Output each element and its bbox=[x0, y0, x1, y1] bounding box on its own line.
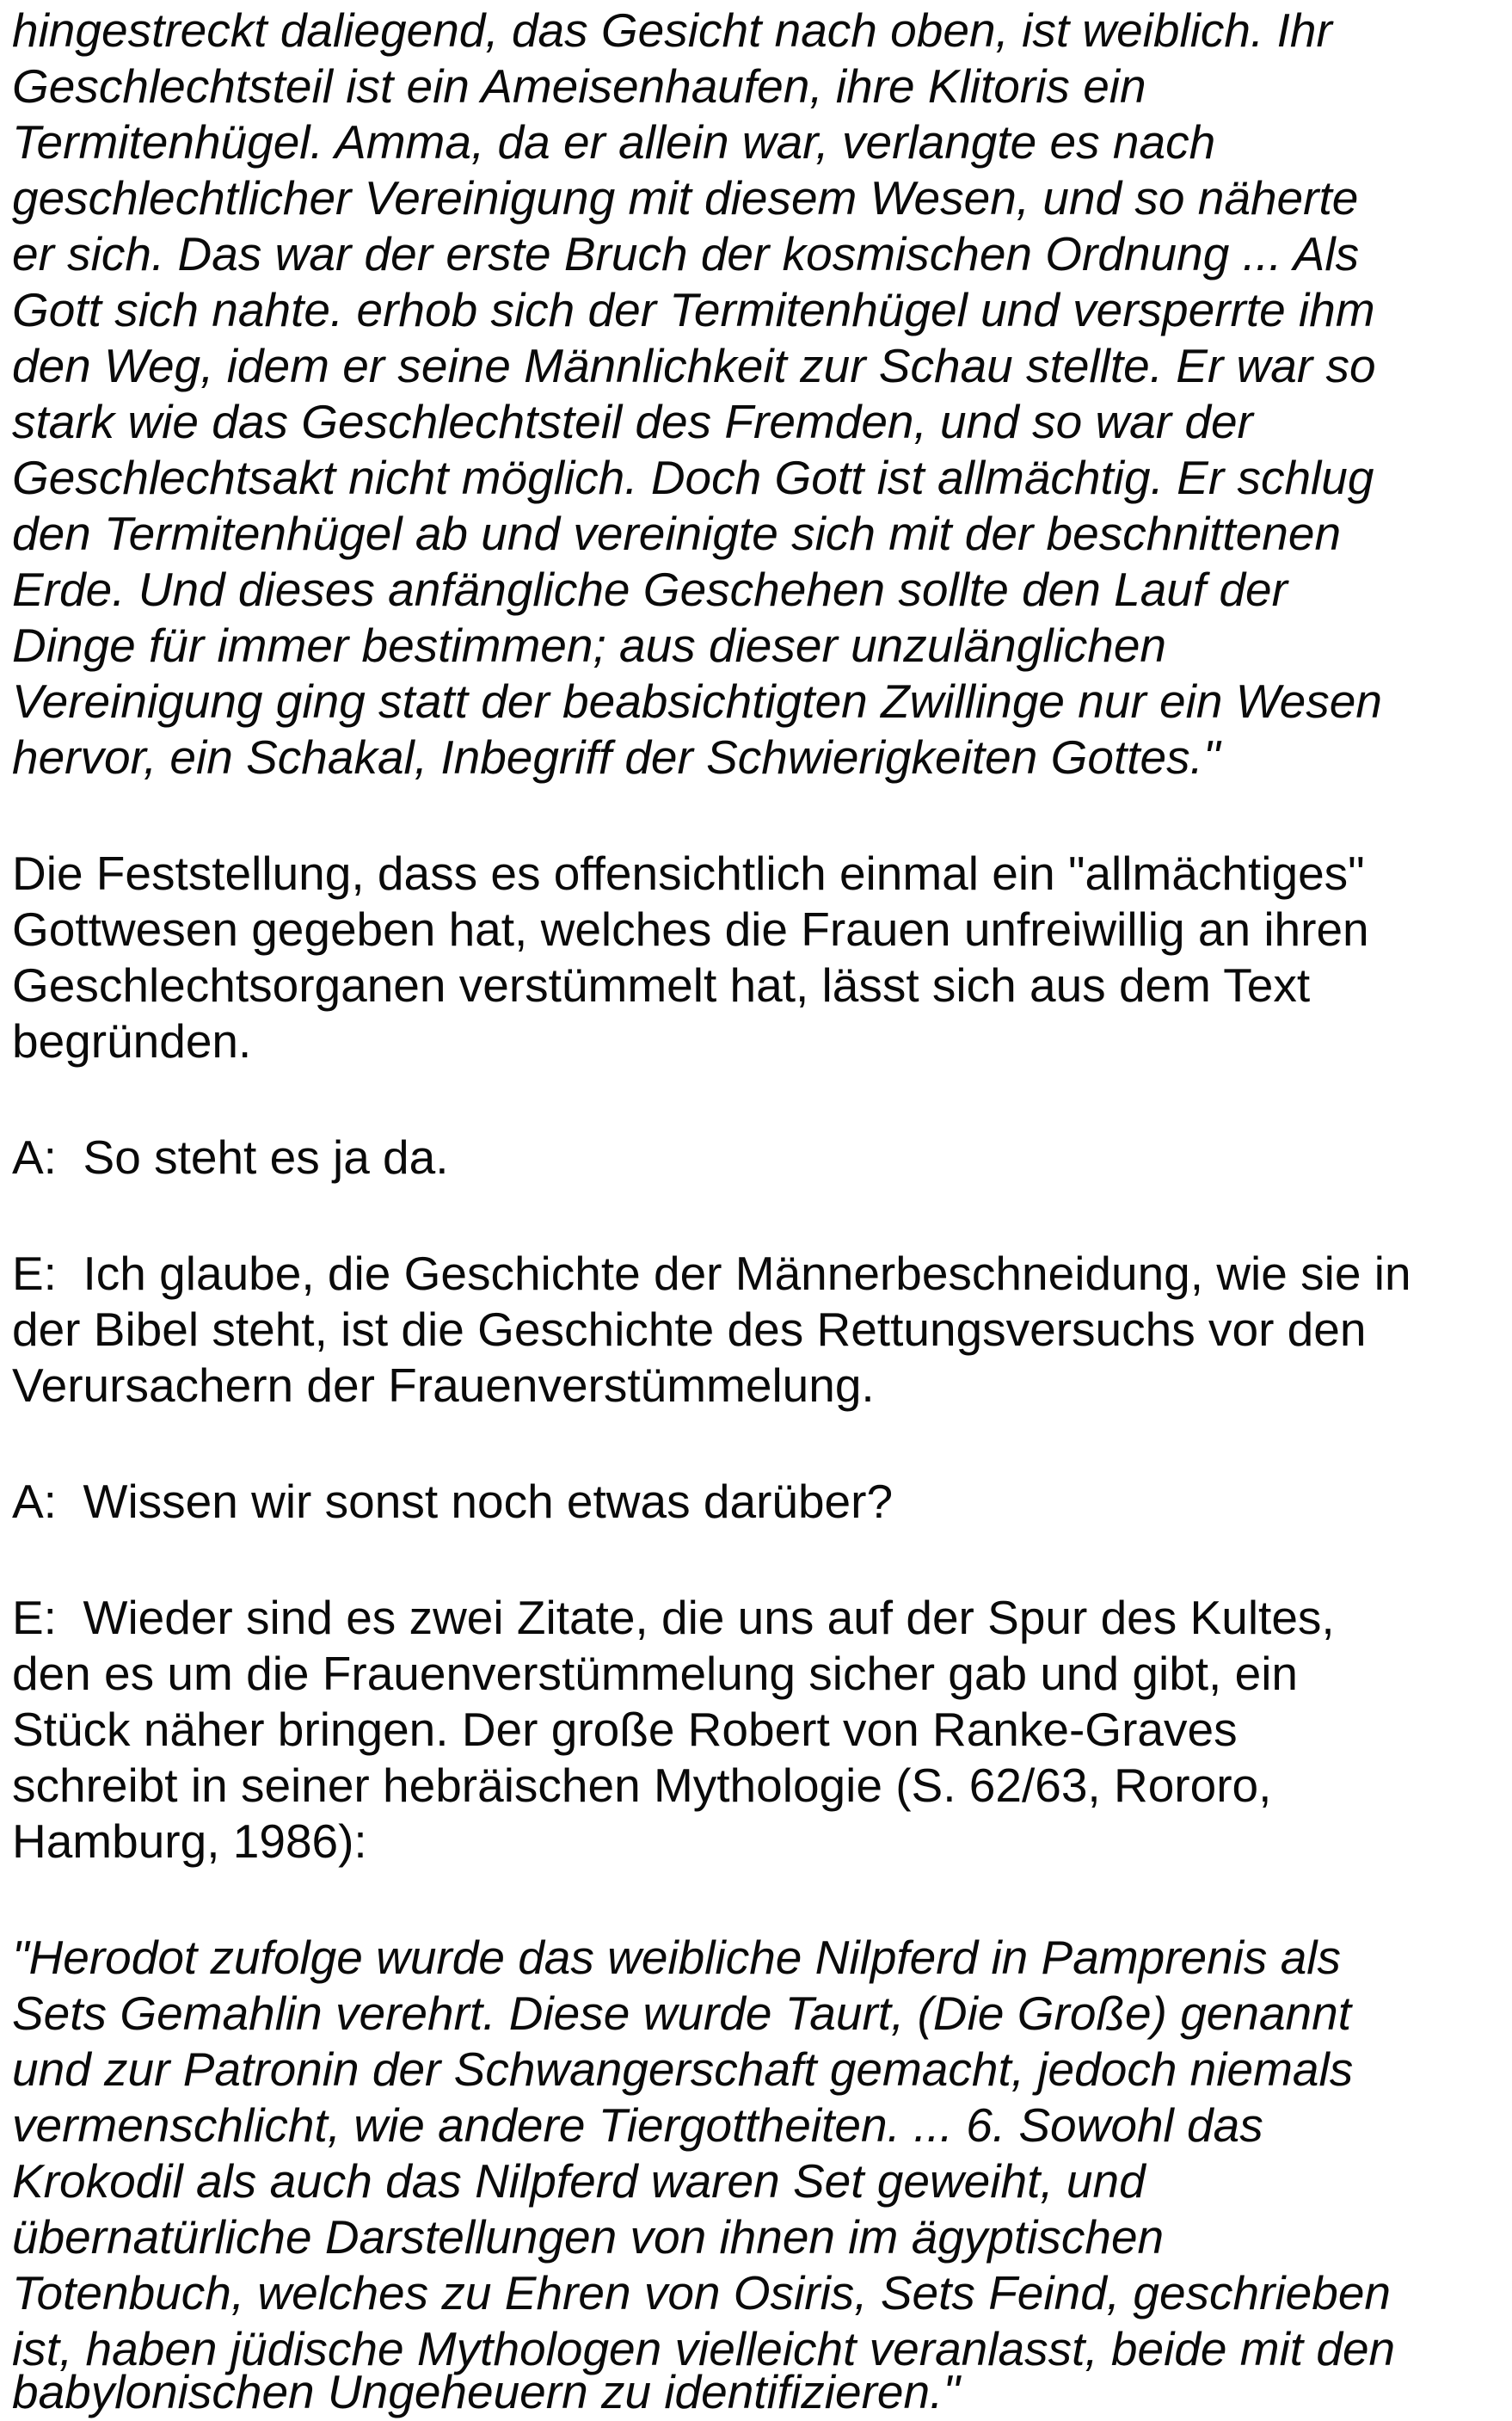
text-line: ist, haben jüdische Mythologen vielleicht veranlasst, beide mit den bbox=[12, 2322, 1396, 2375]
text-line: Geschlechtsteil ist ein Ameisenhaufen, ihre Klitoris ein bbox=[12, 59, 1146, 113]
text-line: Totenbuch, welches zu Ehren von Osiris, Sets Feind, geschrieben bbox=[12, 2266, 1392, 2319]
text-line: babylonischen Ungeheuern zu identifizieren." bbox=[12, 2365, 960, 2418]
text-line: begründen. bbox=[12, 1014, 252, 1068]
text-line: Hamburg, 1986): bbox=[12, 1814, 367, 1868]
text-line: Gott sich nahte. erhob sich der Termitenhügel und versperrte ihm bbox=[12, 283, 1375, 336]
text-line: und zur Patronin der Schwangerschaft gemacht, jedoch niemals bbox=[12, 2042, 1354, 2096]
text-line: Geschlechtsakt nicht möglich. Doch Gott ist allmächtig. Er schlug bbox=[12, 451, 1374, 504]
text-line: vermenschlicht, wie andere Tiergottheiten. ... 6. Sowohl das bbox=[12, 2098, 1263, 2152]
text-line: Die Feststellung, dass es offensichtlich einmal ein "allmächtiges" bbox=[12, 847, 1365, 900]
text-line: den es um die Frauenverstümmelung sicher gab und gibt, ein bbox=[12, 1647, 1299, 1700]
text-line: den Termitenhügel ab und vereinigte sich mit der beschnittenen bbox=[12, 507, 1342, 560]
text-line: Krokodil als auch das Nilpferd waren Set geweiht, und bbox=[12, 2154, 1146, 2208]
text-line: stark wie das Geschlechtsteil des Fremden, und so war der bbox=[12, 395, 1253, 448]
text-line: E: Ich glaube, die Geschichte der Männerbeschneidung, wie sie in bbox=[12, 1247, 1411, 1300]
text-line: geschlechtlicher Vereinigung mit diesem Wesen, und so näherte bbox=[12, 171, 1359, 225]
text-line: Erde. Und dieses anfängliche Geschehen sollte den Lauf der bbox=[12, 563, 1288, 616]
text-line: der Bibel steht, ist die Geschichte des Rettungsversuchs vor den bbox=[12, 1303, 1367, 1356]
text-line: hingestreckt daliegend, das Gesicht nach oben, ist weiblich. Ihr bbox=[12, 3, 1332, 57]
text-line: Termitenhügel. Amma, da er allein war, verlangte es nach bbox=[12, 115, 1216, 169]
text-line: E: Wieder sind es zwei Zitate, die uns auf der Spur des Kultes, bbox=[12, 1591, 1335, 1644]
text-line: Vereinigung ging statt der beabsichtigten Zwillinge nur ein Wesen bbox=[12, 675, 1382, 728]
text-line: Verursachern der Frauenverstümmelung. bbox=[12, 1358, 875, 1412]
text-line: Sets Gemahlin verehrt. Diese wurde Taurt, (Die Große) genannt bbox=[12, 1987, 1351, 2040]
text-line: A: Wissen wir sonst noch etwas darüber? bbox=[12, 1475, 894, 1528]
text-line: Dinge für immer bestimmen; aus dieser unzulänglichen bbox=[12, 619, 1167, 672]
text-line: hervor, ein Schakal, Inbegriff der Schwierigkeiten Gottes." bbox=[12, 730, 1220, 784]
text-line: Stück näher bringen. Der große Robert von Ranke-Graves bbox=[12, 1703, 1238, 1756]
text-line: er sich. Das war der erste Bruch der kosmischen Ordnung ... Als bbox=[12, 227, 1360, 280]
text-line: übernatürliche Darstellungen von ihnen im ägyptischen bbox=[12, 2210, 1165, 2264]
text-line: "Herodot zufolge wurde das weibliche Nilpferd in Pamprenis als bbox=[12, 1931, 1342, 1984]
text-line: den Weg, idem er seine Männlichkeit zur Schau stellte. Er war so bbox=[12, 339, 1376, 392]
text-line: A: So steht es ja da. bbox=[12, 1130, 449, 1184]
text-line: Gottwesen gegeben hat, welches die Frauen unfreiwillig an ihren bbox=[12, 902, 1369, 956]
text-line: schreibt in seiner hebräischen Mythologie (S. 62/63, Rororo, bbox=[12, 1759, 1272, 1812]
text-line: Geschlechtsorganen verstümmelt hat, lässt sich aus dem Text bbox=[12, 958, 1311, 1012]
